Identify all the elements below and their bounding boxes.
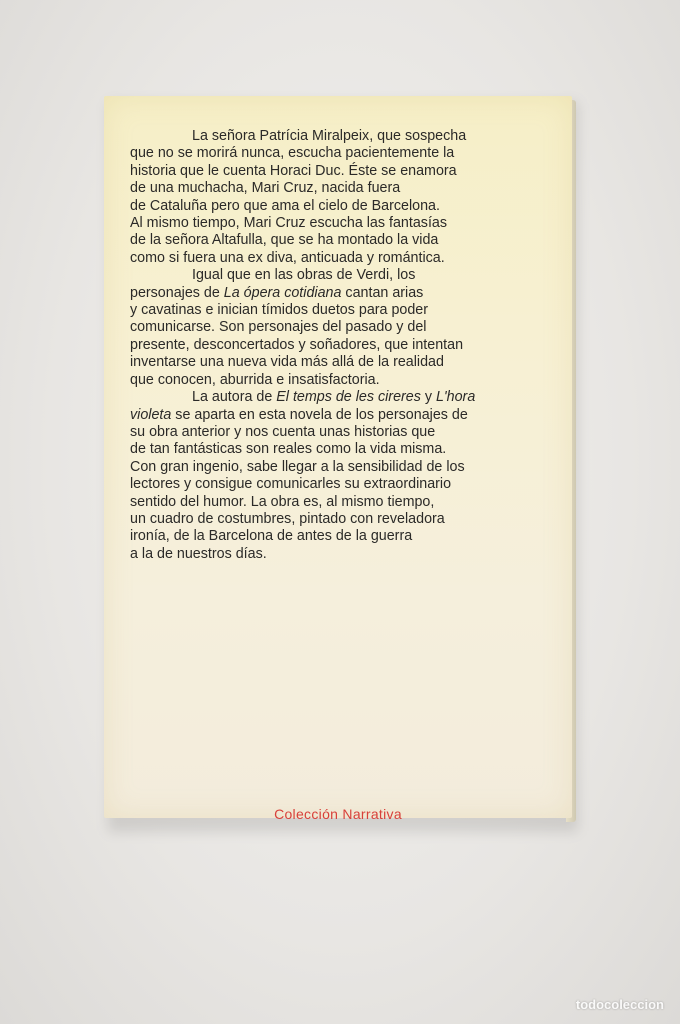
watermark-logo: todocoleccion <box>575 997 664 1012</box>
blurb-line: que conocen, aburrida e insatisfactoria. <box>130 371 380 388</box>
blurb-line: como si fuera una ex diva, anticuada y romántica. <box>130 249 445 266</box>
blurb-line: ironía, de la Barcelona de antes de la guerra <box>130 528 413 545</box>
blurb-line: La autora de El temps de les cireres y L'hora <box>192 389 476 406</box>
blurb-line: historia que le cuenta Horaci Duc. Éste se enamora <box>130 162 457 179</box>
blurb-line: La señora Patrícia Miralpeix, que sospecha <box>192 128 467 144</box>
blurb-line: presente, desconcertados y soñadores, que intentan <box>130 336 464 353</box>
blurb-line: de Cataluña pero que ama el cielo de Barcelona. <box>130 197 440 214</box>
blurb-line: personajes de La ópera cotidiana cantan arias <box>130 284 424 301</box>
blurb-line: Igual que en las obras de Verdi, los <box>192 267 416 284</box>
blurb-line: Al mismo tiempo, Mari Cruz escucha las fantasías <box>130 215 448 232</box>
blurb-line: de tan fantásticas son reales como la vida misma. <box>130 441 447 458</box>
blurb-line: sentido del humor. La obra es, al mismo tiempo, <box>130 493 435 510</box>
blurb-line: y cavatinas e inician tímidos duetos para poder <box>130 302 429 319</box>
blurb-line: un cuadro de costumbres, pintado con reveladora <box>130 510 445 527</box>
blurb-line: comunicarse. Son personajes del pasado y del <box>130 319 427 336</box>
collection-label: Colección Narrativa <box>274 806 402 822</box>
blurb-line: inventarse una nueva vida más allá de la realidad <box>130 354 444 371</box>
blurb-line: violeta se aparta en esta novela de los personajes de <box>130 406 468 423</box>
blurb-line: a la de nuestros días. <box>130 545 267 562</box>
blurb-line: de una muchacha, Mari Cruz, nacida fuera <box>130 180 401 197</box>
blurb-line: de la señora Altafulla, que se ha montado la vida <box>130 232 439 249</box>
blurb-line: su obra anterior y nos cuenta unas historias que <box>130 423 436 440</box>
back-cover-blurb <box>130 128 560 563</box>
blurb-line: lectores y consigue comunicarles su extraordinario <box>130 476 452 493</box>
blurb-line: Con gran ingenio, sabe llegar a la sensibilidad de los <box>130 458 465 475</box>
blurb-line: que no se morirá nunca, escucha pacientemente la <box>130 145 455 162</box>
